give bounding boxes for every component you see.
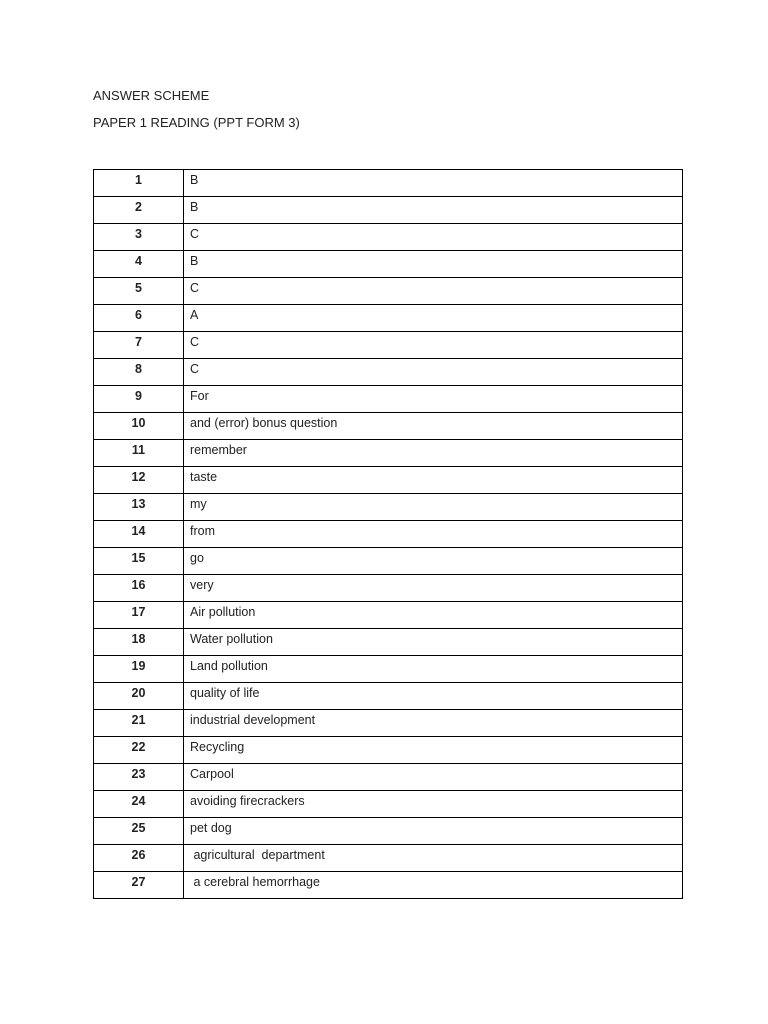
answer-cell: A [184,305,683,332]
question-number: 15 [94,548,184,575]
table-row [94,467,683,494]
table-row [94,575,683,602]
table-row [94,332,683,359]
answer-cell: very [184,575,683,602]
answer-cell: a cerebral hemorrhage [184,872,683,899]
table-row [94,521,683,548]
question-number: 7 [94,332,184,359]
table-row [94,764,683,791]
table-row [94,845,683,872]
answer-cell: For [184,386,683,413]
question-number: 18 [94,629,184,656]
answer-cell: Water pollution [184,629,683,656]
table-row [94,494,683,521]
answer-cell: B [184,251,683,278]
answer-cell: Land pollution [184,656,683,683]
question-number: 16 [94,575,184,602]
answer-table [93,169,683,899]
answer-cell: B [184,170,683,197]
answer-cell: from [184,521,683,548]
question-number: 8 [94,359,184,386]
question-number: 21 [94,710,184,737]
answer-cell: Carpool [184,764,683,791]
question-number: 14 [94,521,184,548]
question-number: 17 [94,602,184,629]
answer-cell: avoiding firecrackers [184,791,683,818]
table-row [94,683,683,710]
question-number: 23 [94,764,184,791]
question-number: 6 [94,305,184,332]
table-row [94,413,683,440]
table-row [94,737,683,764]
question-number: 22 [94,737,184,764]
table-row [94,224,683,251]
question-number: 1 [94,170,184,197]
question-number: 24 [94,791,184,818]
answer-cell: and (error) bonus question [184,413,683,440]
table-row [94,791,683,818]
answer-cell: go [184,548,683,575]
question-number: 12 [94,467,184,494]
answer-cell: pet dog [184,818,683,845]
table-row [94,386,683,413]
question-number: 20 [94,683,184,710]
answer-cell: Recycling [184,737,683,764]
answer-cell: C [184,359,683,386]
table-row [94,872,683,899]
question-number: 3 [94,224,184,251]
table-row [94,170,683,197]
table-row [94,656,683,683]
answer-cell: agricultural department [184,845,683,872]
question-number: 2 [94,197,184,224]
table-row [94,602,683,629]
question-number: 11 [94,440,184,467]
table-row [94,629,683,656]
answer-cell: taste [184,467,683,494]
question-number: 5 [94,278,184,305]
question-number: 25 [94,818,184,845]
answer-table-body [94,170,683,899]
document-title: ANSWER SCHEME [93,88,210,103]
table-row [94,359,683,386]
table-row [94,710,683,737]
document-subtitle: PAPER 1 READING (PPT FORM 3) [93,115,300,130]
table-row [94,548,683,575]
table-row [94,197,683,224]
table-row [94,818,683,845]
table-row [94,305,683,332]
question-number: 10 [94,413,184,440]
question-number: 27 [94,872,184,899]
answer-cell: remember [184,440,683,467]
table-row [94,278,683,305]
answer-cell: B [184,197,683,224]
answer-cell: Air pollution [184,602,683,629]
table-row [94,251,683,278]
answer-cell: my [184,494,683,521]
answer-cell: C [184,332,683,359]
question-number: 13 [94,494,184,521]
answer-cell: C [184,278,683,305]
table-row [94,440,683,467]
question-number: 9 [94,386,184,413]
answer-cell: quality of life [184,683,683,710]
answer-cell: industrial development [184,710,683,737]
question-number: 4 [94,251,184,278]
question-number: 26 [94,845,184,872]
answer-cell: C [184,224,683,251]
question-number: 19 [94,656,184,683]
